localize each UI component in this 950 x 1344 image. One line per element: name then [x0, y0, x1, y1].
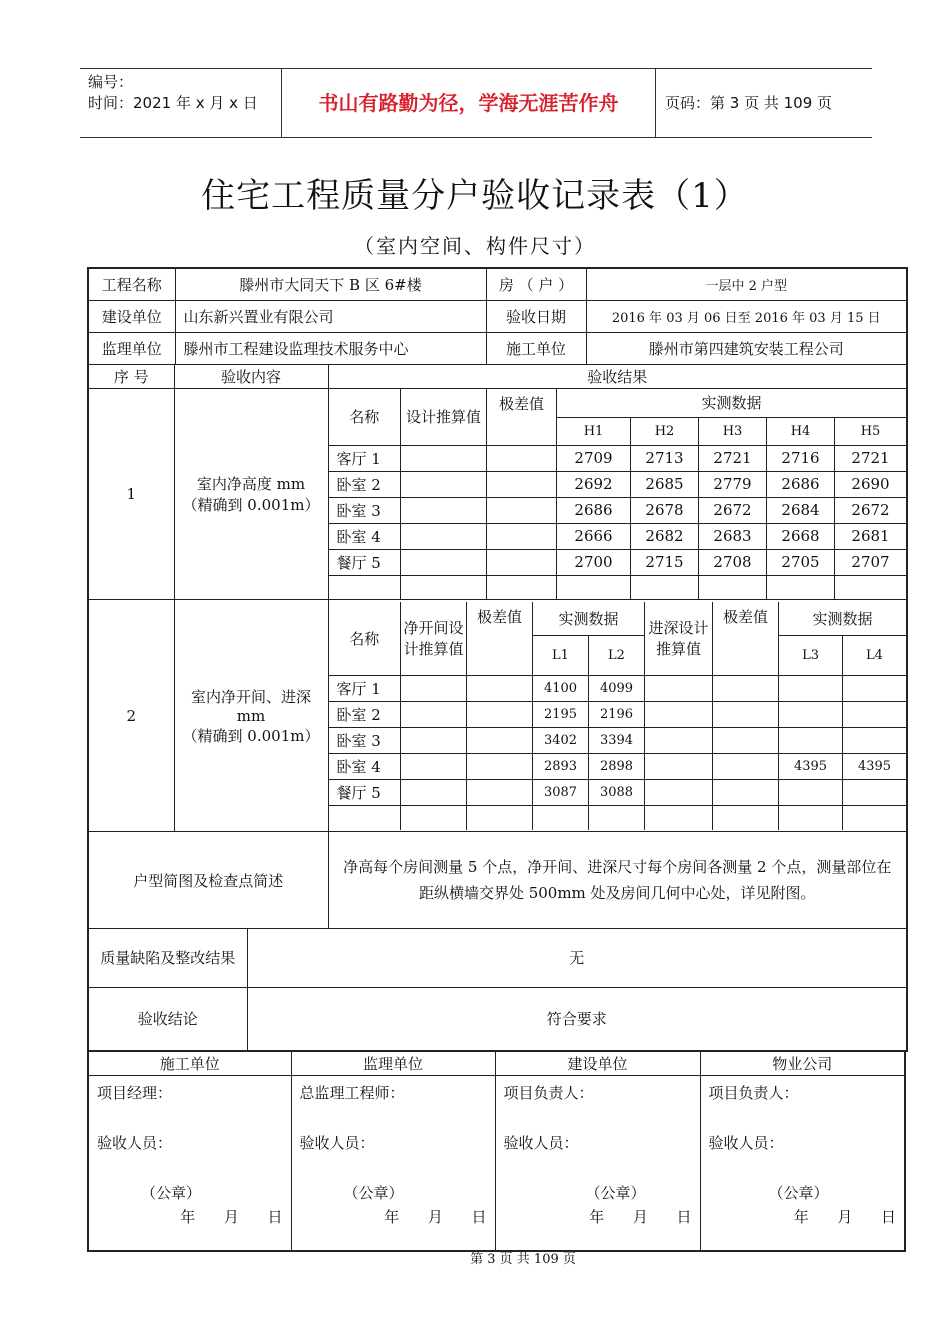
height-value: 2700	[557, 549, 631, 575]
house-label: 房 （ 户 ）	[486, 269, 586, 300]
height-value: 2681	[835, 523, 907, 549]
header-page-info: 页码：第 3 页 共 109 页	[665, 94, 833, 112]
supervisor-value: 滕州市工程建设监理技术服务中心	[175, 332, 486, 364]
signature-table	[87, 1050, 906, 1252]
header-motto: 书山有路勤为径，学海无涯苦作舟	[281, 69, 656, 137]
depth-value	[843, 780, 906, 806]
table-row	[329, 523, 907, 549]
sig-inspector: 验收人员：	[299, 1133, 375, 1152]
height-value: 2707	[835, 549, 907, 575]
col-result: 验收结果	[328, 365, 907, 389]
span-value: 3402	[533, 728, 589, 754]
height-value: 2672	[699, 497, 767, 523]
signature-block	[292, 1076, 495, 1250]
room-name: 卧室 4	[329, 523, 401, 549]
height-diff-header: 极差值	[487, 389, 557, 445]
contractor-value: 滕州市第四建筑安装工程公司	[586, 332, 906, 364]
sig-unit: 监理单位	[291, 1051, 495, 1075]
table-row	[329, 702, 907, 728]
sig-seal: （公章）	[141, 1183, 202, 1202]
l-label: L4	[843, 636, 906, 676]
sig-date: 年 月 日	[180, 1207, 283, 1226]
footer-page-number: 第 3 页 共 109 页	[470, 1252, 576, 1267]
info-table	[89, 269, 906, 364]
room-name: 客厅 1	[329, 676, 401, 702]
span-measured-header: 实测数据	[533, 602, 645, 636]
builder-label: 建设单位	[89, 300, 175, 332]
section2-seq: 2	[88, 600, 174, 832]
room-name: 餐厅 5	[329, 780, 401, 806]
page-footer	[0, 1248, 950, 1267]
room-name: 卧室 3	[329, 497, 401, 523]
height-value: 2715	[631, 549, 699, 575]
height-value: 2683	[699, 523, 767, 549]
room-name: 餐厅 5	[329, 549, 401, 575]
span-value: 2893	[533, 754, 589, 780]
h-label: H1	[557, 417, 631, 445]
sig-unit: 建设单位	[495, 1051, 700, 1075]
table-row	[329, 676, 907, 702]
table-row	[329, 549, 907, 575]
span-value: 2196	[589, 702, 645, 728]
defect-label: 质量缺陷及整改结果	[89, 929, 247, 987]
open-design-header: 净开间设计推算值	[401, 602, 467, 676]
l-label: L2	[589, 636, 645, 676]
conclusion-value: 符合要求	[247, 987, 906, 1050]
room-name: 卧室 2	[329, 471, 401, 497]
time-label: 时间：2021 年 x 月 x 日	[88, 94, 258, 112]
sig-date: 年 月 日	[384, 1207, 487, 1226]
sig-seal: （公章）	[768, 1183, 829, 1202]
depth-value: 4395	[779, 754, 843, 780]
section1-content-line2: （精确到 0.001m）	[182, 496, 320, 514]
signature-block	[701, 1076, 905, 1250]
plan-text: 净高每个房间测量 5 个点，净开间、进深尺寸每个房间各测量 2 个点，测量部位在距纵横墙交界处 500mm 处及房间几何中心处，详见附图。	[328, 832, 907, 929]
height-value: 2682	[631, 523, 699, 549]
height-value: 2713	[631, 445, 699, 471]
depth-measured-header: 实测数据	[779, 602, 906, 636]
date-value: 2016 年 03 月 06 日至 2016 年 03 月 15 日	[586, 300, 906, 332]
signature-block	[496, 1076, 700, 1250]
depth-diff-header: 极差值	[713, 602, 779, 676]
signature-block	[89, 1076, 291, 1250]
sig-inspector: 验收人员：	[97, 1133, 173, 1152]
span-diff-header: 极差值	[467, 602, 533, 676]
height-value: 2686	[557, 497, 631, 523]
table-row	[329, 728, 907, 754]
h-label: H5	[835, 417, 907, 445]
conclusion-label: 验收结论	[89, 987, 247, 1050]
section2-content-line2: mm	[236, 706, 266, 725]
height-value: 2779	[699, 471, 767, 497]
inspection-table	[87, 267, 908, 1052]
span-value: 2195	[533, 702, 589, 728]
h-label: H3	[699, 417, 767, 445]
height-value: 2672	[835, 497, 907, 523]
l-label: L3	[779, 636, 843, 676]
section1-seq: 1	[88, 389, 174, 600]
room-name: 卧室 2	[329, 702, 401, 728]
result-table	[89, 929, 906, 1050]
span-value: 3087	[533, 780, 589, 806]
sig-role: 项目负责人：	[708, 1083, 799, 1102]
document-title: 住宅工程质量分户验收记录表（1）	[201, 176, 749, 216]
sig-inspector: 验收人员：	[503, 1133, 579, 1152]
table-row	[329, 780, 907, 806]
table-row	[329, 754, 907, 780]
height-measured-header: 实测数据	[557, 389, 907, 417]
section2-content	[174, 600, 328, 832]
document-subtitle: （室内空间、构件尺寸）	[354, 234, 596, 258]
height-value: 2692	[557, 471, 631, 497]
sig-unit: 施工单位	[88, 1051, 291, 1075]
sig-role: 项目负责人：	[503, 1083, 594, 1102]
col-seq: 序 号	[88, 365, 174, 389]
col-content: 验收内容	[174, 365, 328, 389]
depth-value	[843, 676, 906, 702]
room-name: 卧室 3	[329, 728, 401, 754]
page-header	[80, 68, 872, 138]
span-value: 3394	[589, 728, 645, 754]
room-name: 客厅 1	[329, 445, 401, 471]
height-value: 2721	[699, 445, 767, 471]
sig-date: 年 月 日	[589, 1207, 692, 1226]
span-value: 4099	[589, 676, 645, 702]
defect-value: 无	[247, 929, 906, 987]
sig-date: 年 月 日	[793, 1207, 896, 1226]
table-row	[329, 471, 907, 497]
span-table	[329, 602, 907, 830]
span-value: 3088	[589, 780, 645, 806]
height-value: 2685	[631, 471, 699, 497]
height-value: 2690	[835, 471, 907, 497]
height-value: 2686	[767, 471, 835, 497]
height-value: 2705	[767, 549, 835, 575]
depth-value	[779, 780, 843, 806]
builder-value: 山东新兴置业有限公司	[175, 300, 486, 332]
table-row	[329, 497, 907, 523]
room-name: 卧室 4	[329, 754, 401, 780]
height-value: 2709	[557, 445, 631, 471]
height-design-header: 设计推算值	[401, 389, 487, 445]
depth-value	[779, 728, 843, 754]
table-row	[329, 445, 907, 471]
height-value: 2716	[767, 445, 835, 471]
project-value: 滕州市大同天下 B 区 6#楼	[175, 269, 486, 300]
house-value: 一层中 2 户型	[586, 269, 906, 300]
section1-content-line1: 室内净高度 mm	[196, 475, 306, 493]
depth-value	[843, 702, 906, 728]
contractor-label: 施工单位	[486, 332, 586, 364]
height-value: 2721	[835, 445, 907, 471]
section2-content-line3: （精确到 0.001m）	[182, 726, 320, 745]
depth-value	[843, 728, 906, 754]
sig-inspector: 验收人员：	[708, 1133, 784, 1152]
sig-role: 项目经理：	[97, 1083, 173, 1102]
depth-value: 4395	[843, 754, 906, 780]
height-value: 2666	[557, 523, 631, 549]
depth-value	[779, 702, 843, 728]
height-value: 2684	[767, 497, 835, 523]
height-value: 2708	[699, 549, 767, 575]
height-table	[329, 389, 907, 599]
section1-content	[174, 389, 328, 600]
plan-label: 户型简图及检查点简述	[88, 832, 328, 929]
project-label: 工程名称	[89, 269, 175, 300]
supervisor-label: 监理单位	[89, 332, 175, 364]
sig-unit: 物业公司	[700, 1051, 905, 1075]
span-value: 4100	[533, 676, 589, 702]
depth-design-header: 进深设计推算值	[645, 602, 713, 676]
code-label: 编号：	[88, 73, 134, 91]
span-value: 2898	[589, 754, 645, 780]
l-label: L1	[533, 636, 589, 676]
sig-seal: （公章）	[343, 1183, 404, 1202]
sig-seal: （公章）	[585, 1183, 646, 1202]
section2-content-line1: 室内净开间、进深	[190, 687, 311, 706]
height-value: 2678	[631, 497, 699, 523]
height-name-header: 名称	[329, 389, 401, 445]
depth-value	[779, 676, 843, 702]
span-name-header: 名称	[329, 602, 401, 676]
sig-role: 总监理工程师：	[299, 1083, 405, 1102]
h-label: H4	[767, 417, 835, 445]
height-value: 2668	[767, 523, 835, 549]
date-label: 验收日期	[486, 300, 586, 332]
h-label: H2	[631, 417, 699, 445]
header-meta	[80, 69, 280, 137]
